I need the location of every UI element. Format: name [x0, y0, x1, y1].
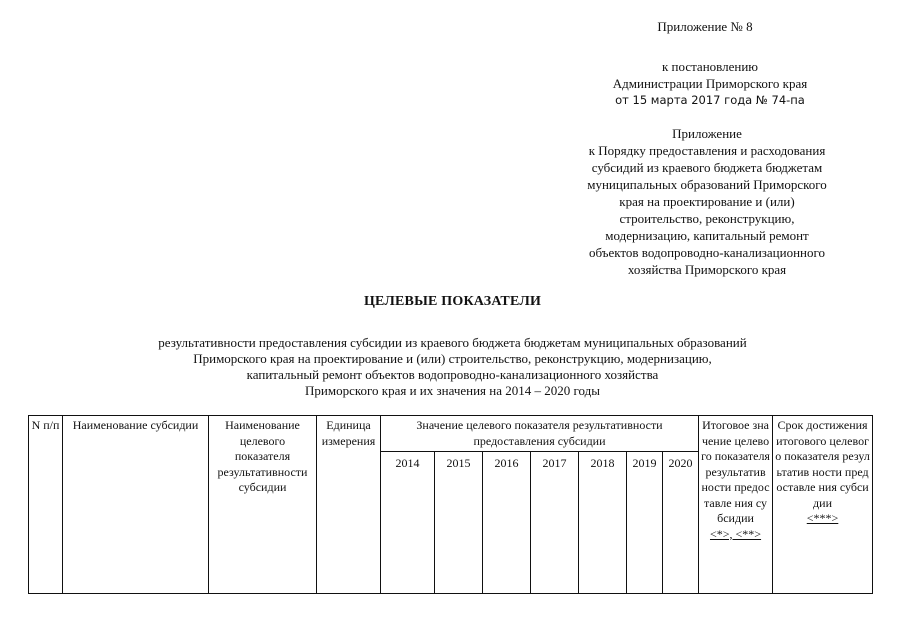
header-deadline [773, 416, 873, 594]
header-values-group: Значение целевого показателя результативности предоставления субсидии [381, 416, 699, 452]
header-year-2020: 2020 [663, 452, 699, 594]
order-line-2: к Порядку предоставления и расходования [588, 143, 826, 158]
order-line-7: модернизацию, капитальный ремонт [605, 228, 809, 243]
order-line-5: края на проектирование и (или) [619, 194, 795, 209]
order-line-1: Приложение [672, 126, 742, 141]
order-line-4: муниципальных образований Приморского [587, 177, 827, 192]
header-year-2019: 2019 [627, 452, 663, 594]
decree-line-1: к постановлению [661, 59, 759, 74]
header-year-2016: 2016 [483, 452, 531, 594]
order-line-8: объектов водопроводно-канализационного [588, 245, 826, 260]
header-indicator-name: Наименование целевого показателя результативности субсидии [209, 416, 317, 594]
table-header-row [29, 416, 873, 452]
indicators-table [28, 415, 873, 594]
order-reference [552, 125, 862, 278]
deadline-footnote-ref[interactable]: <***> [806, 511, 839, 525]
deadline-text: Срок достижения итогового целевого показателя результатив ности предоставле ния субсидии [775, 418, 870, 510]
final-value-footnote-refs[interactable]: <*>, <**> [709, 526, 762, 541]
decree-date-line: от 15 марта 2017 года № 74-па [615, 93, 805, 107]
final-value-text: Итоговое значение целевого показателя результатив ности предоставле ния субсидии [701, 418, 770, 525]
subtitle-line-2: Приморского края на проектирование и (или) строительство, реконструкцию, модернизацию, [193, 351, 712, 366]
appendix-number: Приложение № 8 [657, 19, 753, 34]
subtitle-line-4: Приморского края и их значения на 2014 – 2020 годы [305, 383, 600, 398]
order-line-6: строительство, реконструкцию, [619, 211, 795, 226]
header-year-2014: 2014 [381, 452, 435, 594]
header-number: N п/п [29, 416, 63, 594]
subtitle-line-1: результативности предоставления субсидии из краевого бюджета бюджетам муниципальных образований [158, 335, 747, 350]
document-title: ЦЕЛЕВЫЕ ПОКАЗАТЕЛИ [363, 294, 542, 309]
order-line-3: субсидий из краевого бюджета бюджетам [591, 160, 823, 175]
order-line-9: хозяйства Приморского края [627, 262, 787, 277]
header-year-2018: 2018 [579, 452, 627, 594]
header-subsidy-name: Наименование субсидии [63, 416, 209, 594]
header-final-value [699, 416, 773, 594]
header-year-2017: 2017 [531, 452, 579, 594]
header-unit: Единица измерения [317, 416, 381, 594]
header-year-2015: 2015 [435, 452, 483, 594]
document-subtitle [60, 335, 845, 399]
decree-reference [560, 58, 860, 109]
subtitle-line-3: капитальный ремонт объектов водопроводно-канализационного хозяйства [246, 367, 659, 382]
decree-line-2: Администрации Приморского края [612, 76, 808, 91]
